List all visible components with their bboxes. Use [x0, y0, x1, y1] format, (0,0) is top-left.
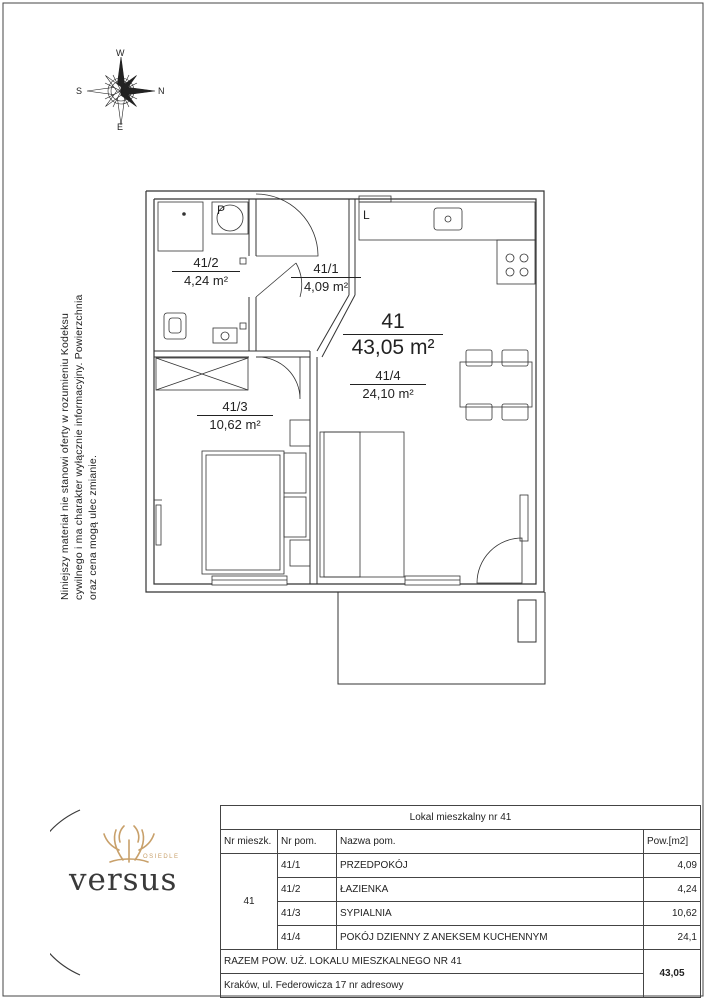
total-label-cell: RAZEM POW. UŻ. LOKALU MIESZKALNEGO NR 41: [221, 950, 644, 974]
table-title: Lokal mieszkalny nr 41: [221, 806, 701, 830]
room-name-cell: SYPIALNIA: [337, 902, 644, 926]
table-row: [221, 878, 701, 902]
room-area-cell: 10,62: [644, 902, 701, 926]
table-row: [221, 854, 701, 878]
plan-mark-p: P: [217, 203, 226, 217]
room-area: 4,24 m²: [183, 273, 229, 288]
disclaimer-line-3: oraz cena mogą ulec zmianie.: [87, 454, 99, 600]
apartment-area: 43,05 m²: [343, 334, 443, 361]
apartment-number: 41: [381, 310, 405, 333]
room-area-cell: 24,1: [644, 926, 701, 950]
room-no-cell: 41/3: [278, 902, 337, 926]
compass-rose: [87, 57, 155, 125]
compass-north: N: [158, 86, 165, 96]
room-area: 24,10 m²: [362, 386, 414, 401]
header-room-name: Nazwa pom.: [337, 830, 644, 854]
apartment-label: [343, 310, 443, 361]
logo-wordmark: versus: [69, 862, 178, 898]
logo-subtitle: OSIEDLE: [143, 854, 180, 860]
disclaimer: [58, 270, 100, 600]
room-area-cell: 4,09: [644, 854, 701, 878]
room-label-41-3: [197, 399, 273, 433]
room-no-cell: 41/1: [278, 854, 337, 878]
room-name-cell: ŁAZIENKA: [337, 878, 644, 902]
room-number: 41/2: [172, 255, 240, 272]
room-no-cell: 41/4: [278, 926, 337, 950]
disclaimer-line-2: cywilnego i ma charakter wyłącznie informacyjny. Powierzchnia: [73, 294, 85, 600]
table-row: [221, 926, 701, 950]
room-name-cell: PRZEDPOKÓJ: [337, 854, 644, 878]
room-number: 41/3: [197, 399, 273, 416]
header-area: Pow.[m2]: [644, 830, 701, 854]
total-area-cell: 43,05: [644, 950, 701, 998]
apartment-number-cell: 41: [221, 854, 278, 950]
kitchen: [359, 196, 535, 284]
disclaimer-line-1: Niniejszy materiał nie stanowi oferty w rozumieniu Kodeksu: [59, 312, 71, 600]
apartment-table: [220, 805, 701, 998]
room-label-41-2: [172, 255, 240, 289]
compass-east: E: [117, 122, 124, 132]
room-area: 4,09 m²: [303, 279, 349, 294]
room-number: 41/1: [291, 261, 361, 278]
plan-mark-l: L: [363, 208, 370, 222]
balcony: [338, 592, 545, 684]
room-label-41-1: [291, 261, 361, 295]
header-room-no: Nr pom.: [278, 830, 337, 854]
room-number: 41/4: [350, 368, 426, 385]
room-area-cell: 4,24: [644, 878, 701, 902]
room-area: 10,62 m²: [209, 417, 261, 432]
room-name-cell: POKÓJ DZIENNY Z ANEKSEM KUCHENNYM: [337, 926, 644, 950]
room-no-cell: 41/2: [278, 878, 337, 902]
address-cell: Kraków, ul. Federowicza 17 nr adresowy: [221, 974, 644, 998]
table-row: [221, 902, 701, 926]
bedroom-furniture: [154, 358, 310, 574]
header-apartment-no: Nr mieszk.: [221, 830, 278, 854]
compass-west: W: [116, 48, 125, 58]
compass-south: S: [76, 86, 83, 96]
room-label-41-4: [350, 368, 426, 402]
